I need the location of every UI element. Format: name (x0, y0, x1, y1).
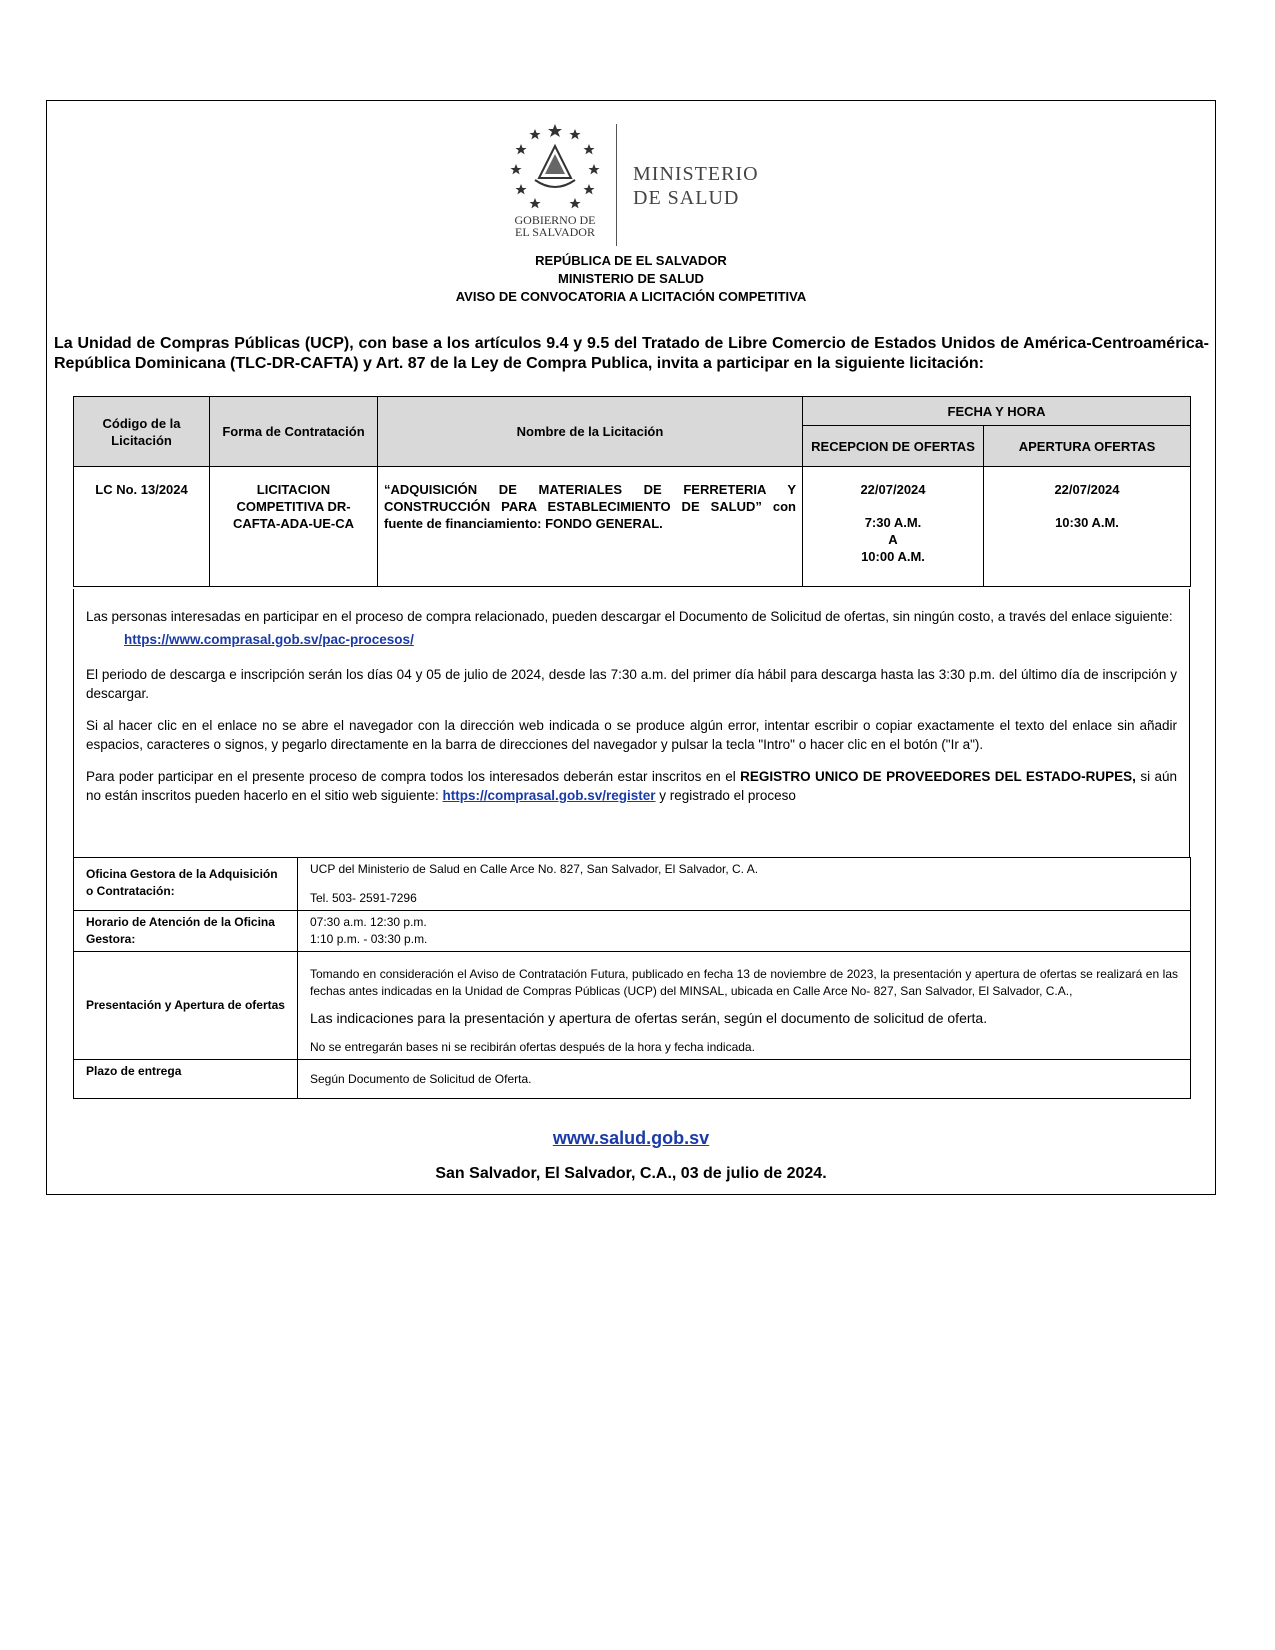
detail-value-oficina (298, 858, 1191, 911)
comprasal-register-link[interactable]: https://comprasal.gob.sv/register (442, 788, 656, 803)
cell-recepcion (803, 467, 984, 587)
oficina-phone: Tel. 503- 2591-7296 (310, 891, 417, 905)
detail-label-oficina: Oficina Gestora de la Adquisición o Contratación: (74, 858, 298, 911)
logo (505, 122, 785, 250)
header-apertura: APERTURA OFERTAS (984, 426, 1191, 467)
recepcion-hora-inicio: 7:30 A.M. (864, 515, 922, 530)
presentacion-line2: Las indicaciones para la presentación y apertura de ofertas serán, según el documento de solicitud de oferta. (310, 1010, 988, 1026)
header-nombre: Nombre de la Licitación (378, 397, 803, 467)
detail-label-plazo: Plazo de entrega (74, 1060, 298, 1099)
info-paragraph-3: Si al hacer clic en el enlace no se abre el navegador con la dirección web indicada o se produce algún error, intentar escribir o copiar exactamente el texto del enlace sin añadir espacios, caracteres o signos, y pegarlo directamente en la barra de direcciones del navegador y pulsar la tecla "Intro" o hacer clic en el botón ("Ir a"). (86, 718, 1177, 752)
cell-apertura (984, 467, 1191, 587)
info-paragraph-1: Las personas interesadas en participar en el proceso de compra relacionado, pueden descargar el Documento de Solicitud de ofertas, sin ningún costo, a través del enlace siguiente: (86, 609, 1173, 624)
cell-nombre: “ADQUISICIÓN DE MATERIALES DE FERRETERIA Y CONSTRUCCIÓN PARA ESTABLECIMIENTO DE SALUD” con fuente de financiamiento: FONDO GENERAL. (378, 467, 803, 587)
comprasal-procesos-link[interactable]: https://www.comprasal.gob.sv/pac-procesos/ (124, 632, 414, 647)
info-p4-mid: si aún no están inscritos pueden hacerlo en el sitio web siguiente: (86, 769, 1177, 803)
tender-table (73, 396, 1191, 587)
detail-row-plazo (74, 1060, 1191, 1099)
info-paragraph-2: El periodo de descarga e inscripción serán los días 04 y 05 de julio de 2024, desde las 7:30 a.m. del primer día hábil para descarga hasta las 3:30 p.m. del último día de inscripción y descargar. (86, 667, 1177, 701)
el-salvador-coat-of-arms-icon (505, 122, 605, 212)
detail-row-horario (74, 911, 1191, 952)
logo-divider (616, 124, 617, 246)
info-paragraph-4 (86, 767, 1177, 805)
detail-label-presentacion: Presentación y Apertura de ofertas (74, 952, 298, 1060)
details-table (73, 857, 1191, 1099)
recepcion-hora-fin: 10:00 A.M. (861, 549, 925, 564)
footer-date: San Salvador, El Salvador, C.A., 03 de julio de 2024. (435, 1165, 827, 1182)
cell-forma: LICITACION COMPETITIVA DR-CAFTA-ADA-UE-CA (210, 467, 378, 587)
logo-ministerio-text (633, 162, 759, 210)
detail-row-presentacion (74, 952, 1191, 1060)
header-line2: MINISTERIO DE SALUD (558, 271, 704, 286)
logo-gobierno-line2: EL SALVADOR (515, 225, 595, 239)
logo-ministerio-line1: MINISTERIO (633, 163, 759, 185)
horario-line1: 07:30 a.m. 12:30 p.m. (310, 915, 427, 929)
presentacion-line3: No se entregarán bases ni se recibirán ofertas después de la hora y fecha indicada. (310, 1040, 755, 1054)
header-recepcion: RECEPCION DE OFERTAS (803, 426, 984, 467)
recepcion-fecha: 22/07/2024 (860, 482, 926, 497)
header-codigo: Código de la Licitación (74, 397, 210, 467)
detail-value-presentacion (298, 952, 1191, 1060)
info-box (73, 589, 1190, 857)
info-p4-start: Para poder participar en el presente proceso de compra todos los interesados deberán estar inscritos en el (86, 769, 741, 784)
table-row (74, 467, 1191, 587)
detail-value-plazo: Según Documento de Solicitud de Oferta. (298, 1060, 1191, 1099)
info-p4-bold: REGISTRO UNICO DE PROVEEDORES DEL ESTADO-RUPES, (740, 769, 1136, 784)
header-line3: AVISO DE CONVOCATORIA A LICITACIÓN COMPETITIVA (455, 289, 807, 304)
table-header-row (74, 397, 1191, 426)
logo-gobierno-line1: GOBIERNO DE (514, 213, 596, 227)
header-forma: Forma de Contratación (210, 397, 378, 467)
detail-value-horario (298, 911, 1191, 952)
apertura-hora: 10:30 A.M. (1055, 515, 1119, 530)
detail-row-oficina (74, 858, 1191, 911)
oficina-address: UCP del Ministerio de Salud en Calle Arce No. 827, San Salvador, El Salvador, C. A. (310, 862, 759, 876)
header-fecha-hora: FECHA Y HORA (803, 397, 1191, 426)
header-line1: REPÚBLICA DE EL SALVADOR (535, 253, 727, 268)
info-p4-end: y registrado el proceso (655, 788, 796, 803)
recepcion-a: A (888, 532, 898, 547)
horario-line2: 1:10 p.m. - 03:30 p.m. (310, 932, 428, 946)
apertura-fecha: 22/07/2024 (1054, 482, 1120, 497)
logo-ministerio-line2: DE SALUD (633, 187, 740, 209)
detail-label-horario: Horario de Atención de la Oficina Gestora: (74, 911, 298, 952)
intro-paragraph: La Unidad de Compras Públicas (UCP), con base a los artículos 9.4 y 9.5 del Tratado de Libre Comercio de Estados Unidos de América-Centroamérica-República Dominicana (TLC-DR-CAFTA) y Art. 87 de la Ley de Compra Publica, invita a participar en la siguiente licitación: (54, 335, 1209, 372)
logo-gobierno-text (505, 214, 605, 238)
presentacion-line1: Tomando en consideración el Aviso de Contratación Futura, publicado en fecha 13 de noviembre de 2023, la presentación y apertura de ofertas se realizará en las fechas antes indicadas en la Unidad de Compras Públicas (UCP) del MINSAL, ubicada en Calle Arce No- 827, San Salvador, El Salvador, C.A., (310, 967, 1178, 998)
cell-codigo: LC No. 13/2024 (74, 467, 210, 587)
salud-website-link[interactable]: www.salud.gob.sv (552, 1128, 710, 1148)
